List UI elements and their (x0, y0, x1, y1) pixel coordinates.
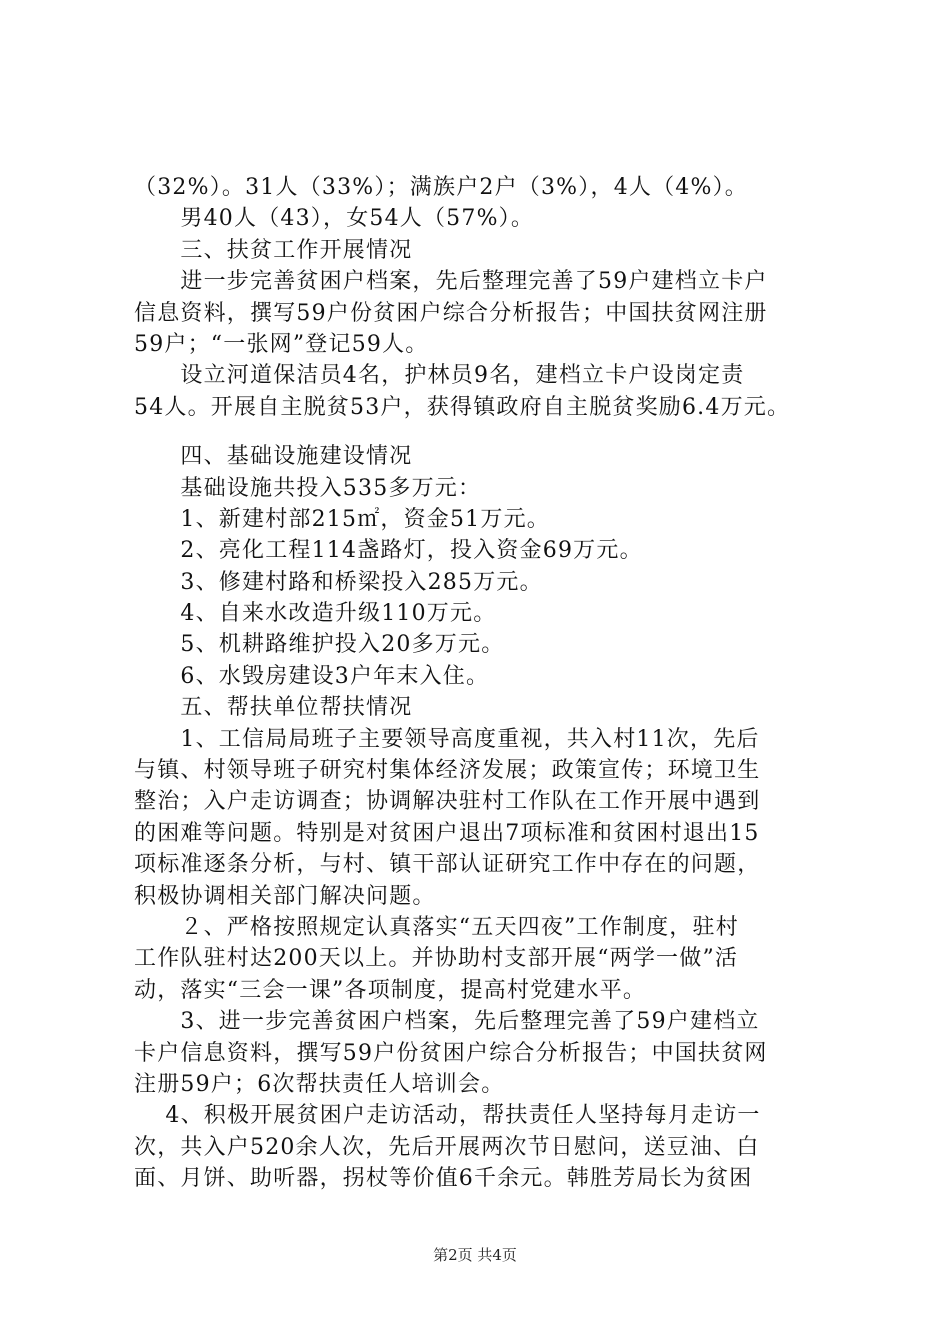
page-footer (0, 1245, 950, 1265)
text-line: 进一步完善贫困户档案，先后整理完善了59户建档立卡户 (134, 269, 768, 295)
text-line: 整治；入户走访调查；协调解决驻村工作队在工作开展中遇到 (134, 789, 761, 815)
text-line: 工作队驻村达200天以上。并协助村支部开展“两学一做”活 (134, 946, 739, 972)
section-heading: 三、扶贫工作开展情况 (134, 237, 413, 263)
text-line: 面、月饼、助听器，拐杖等价值6千余元。韩胜芳局长为贫困 (134, 1166, 753, 1192)
text-line: （32%）。31人（33%）；满族户2户（3%），4人（4%）。 (134, 175, 748, 200)
text-line: 信息资料，撰写59户份贫困户综合分析报告；中国扶贫网注册 (134, 300, 768, 326)
text-line: 项标准逐条分析，与村、镇干部认证研究工作中存在的问题， (134, 852, 761, 878)
text-line: 设立河道保洁员4名，护林员9名，建档立卡户设岗定责 (134, 363, 745, 389)
text-line: 4、积极开展贫困户走访活动，帮扶责任人坚持每月走访一 (134, 1103, 761, 1129)
paragraph-gap (134, 423, 834, 441)
text-line: 1、工信局局班子主要领导高度重视，共入村11次，先后 (134, 726, 760, 752)
text-line: 积极协调相关部门解决问题。 (134, 883, 436, 909)
list-item: 2、亮化工程114盏路灯，投入资金69万元。 (134, 538, 643, 564)
list-item: 6、水毁房建设3户年末入住。 (134, 663, 490, 689)
text-line: 与镇、村领导班子研究村集体经济发展；政策宣传；环境卫生 (134, 758, 761, 784)
text-line: 注册59户；6次帮扶责任人培训会。 (134, 1071, 505, 1097)
list-item: 1、新建村部215㎡，资金51万元。 (134, 506, 550, 532)
document-body (134, 172, 834, 1195)
text-line: 59户；“一张网”登记59人。 (134, 331, 429, 357)
text-line: 动，落实“三会一课”各项制度，提高村党建水平。 (134, 977, 647, 1003)
list-item: 5、机耕路维护投入20多万元。 (134, 632, 505, 658)
page-number-label: 第2页 共4页 (433, 1246, 517, 1264)
text-line: 次，共入户520余人次，先后开展两次节日慰问，送豆油、白 (134, 1134, 760, 1160)
section-heading: 五、帮扶单位帮扶情况 (134, 695, 413, 721)
text-line: 的困难等问题。特别是对贫困户退出7项标准和贫困村退出15 (134, 820, 760, 846)
list-item: 3、修建村路和桥梁投入285万元。 (134, 569, 543, 595)
text-line: 基础设施共投入535多万元： (134, 475, 482, 501)
text-line: ２、严格按照规定认真落实“五天四夜”工作制度，驻村 (134, 914, 739, 940)
text-line: 卡户信息资料，撰写59户份贫困户综合分析报告；中国扶贫网 (134, 1040, 768, 1066)
text-line: 3、进一步完善贫困户档案，先后整理完善了59户建档立 (134, 1009, 760, 1035)
list-item: 4、自来水改造升级110万元。 (134, 601, 497, 627)
text-line: 54人。开展自主脱贫53户，获得镇政府自主脱贫奖励6.4万元。 (134, 394, 791, 420)
section-heading: 四、基础设施建设情况 (134, 444, 413, 470)
text-line: 男40人（43），女54人（57%）。 (134, 206, 535, 232)
